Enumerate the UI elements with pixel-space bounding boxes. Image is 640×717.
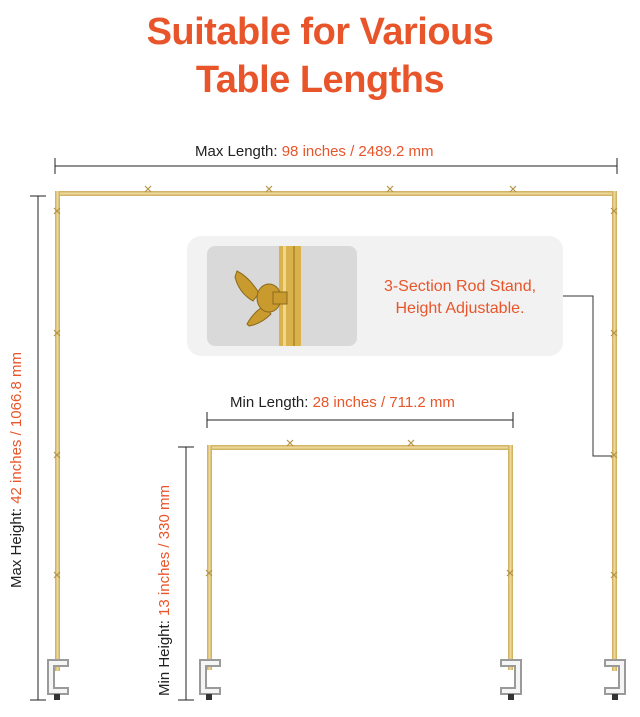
max-length-label — [195, 143, 433, 160]
wing-nut-photo — [207, 246, 357, 346]
callout-line-2: Height Adjustable. — [395, 300, 525, 317]
small-stand-left-clamp — [200, 660, 220, 700]
title-line-1: Suitable for Various — [146, 11, 494, 53]
small-stand-right-clamp — [501, 660, 521, 700]
title-line-2: Table Lengths — [195, 59, 445, 101]
small-stand-right-rod — [508, 445, 513, 670]
callout-leader-line — [563, 296, 612, 456]
max-height-value: 42 inches / 1066.8 mm — [8, 352, 25, 504]
small-stand-left-rod — [207, 445, 212, 670]
max-length-label-text: Max Length: — [195, 143, 282, 160]
callout-box — [187, 236, 563, 356]
large-stand-right-clamp — [605, 660, 625, 700]
max-length-value: 98 inches / 2489.2 mm — [281, 143, 434, 160]
min-length-dimension-line — [207, 412, 513, 428]
min-length-label — [230, 394, 455, 411]
callout-line-1: 3-Section Rod Stand, — [383, 278, 537, 295]
min-height-value: 13 inches / 330 mm — [156, 485, 173, 616]
large-stand-left-clamp — [48, 660, 68, 700]
min-height-dimension-line — [178, 447, 194, 700]
max-height-label — [8, 352, 25, 588]
min-length-value: 28 inches / 711.2 mm — [312, 394, 455, 411]
max-height-dimension-line — [30, 196, 46, 700]
max-height-label-text: Max Height: — [8, 503, 25, 588]
large-stand-left-rod — [55, 191, 60, 671]
min-height-label-text: Min Height: — [156, 615, 173, 696]
min-length-label-text: Min Length: — [230, 394, 313, 411]
large-stand-top-rod — [55, 191, 617, 196]
small-stand — [200, 440, 521, 700]
min-height-label — [156, 485, 173, 696]
max-length-dimension-line — [55, 158, 617, 174]
callout-text — [365, 276, 555, 320]
small-stand-top-rod — [207, 445, 513, 450]
large-stand-right-rod — [612, 191, 617, 671]
